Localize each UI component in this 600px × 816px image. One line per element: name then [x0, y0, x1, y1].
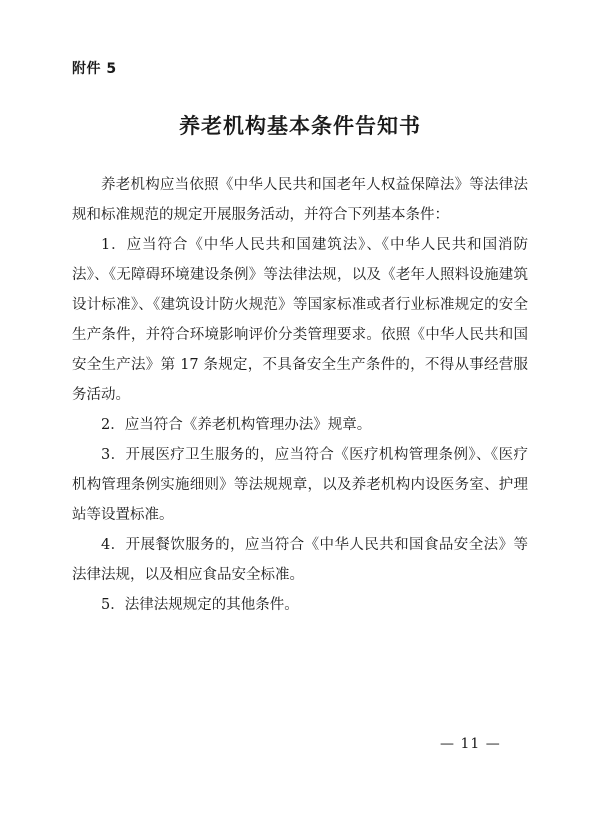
- attachment-label: 附件 5: [72, 61, 117, 77]
- paragraph-item-5: 5．法律法规规定的其他条件。: [101, 597, 299, 613]
- document-body: [72, 170, 528, 620]
- paragraph-item-1: 1．应当符合《中华人民共和国建筑法》、《中华人民共和国消防法》、《无障碍环境建设条例》等法律法规，以及《老年人照料设施建筑设计标准》、《建筑设计防火规范》等国家标准或者行业标准规定的安全生产条件，并符合环境影响评价分类管理要求。依照《中华人民共和国安全生产法》第 17 条规定，不具备安全生产条件的，不得从事经营服务活动。: [72, 237, 528, 403]
- document-title: 养老机构基本条件告知书: [179, 113, 421, 138]
- paragraph-item-2: 2．应当符合《养老机构管理办法》规章。: [101, 417, 372, 433]
- paragraph-item-4: 4．开展餐饮服务的，应当符合《中华人民共和国食品安全法》等法律法规，以及相应食品安全标准。: [72, 537, 528, 583]
- paragraph-item-3: 3．开展医疗卫生服务的，应当符合《医疗机构管理条例》、《医疗机构管理条例实施细则》等法规规章，以及养老机构内设医务室、护理站等设置标准。: [72, 447, 528, 523]
- paragraph-intro: 养老机构应当依照《中华人民共和国老年人权益保障法》等法律法规和标准规范的规定开展服务活动，并符合下列基本条件：: [72, 177, 528, 223]
- page-number: — 11 —: [440, 736, 501, 752]
